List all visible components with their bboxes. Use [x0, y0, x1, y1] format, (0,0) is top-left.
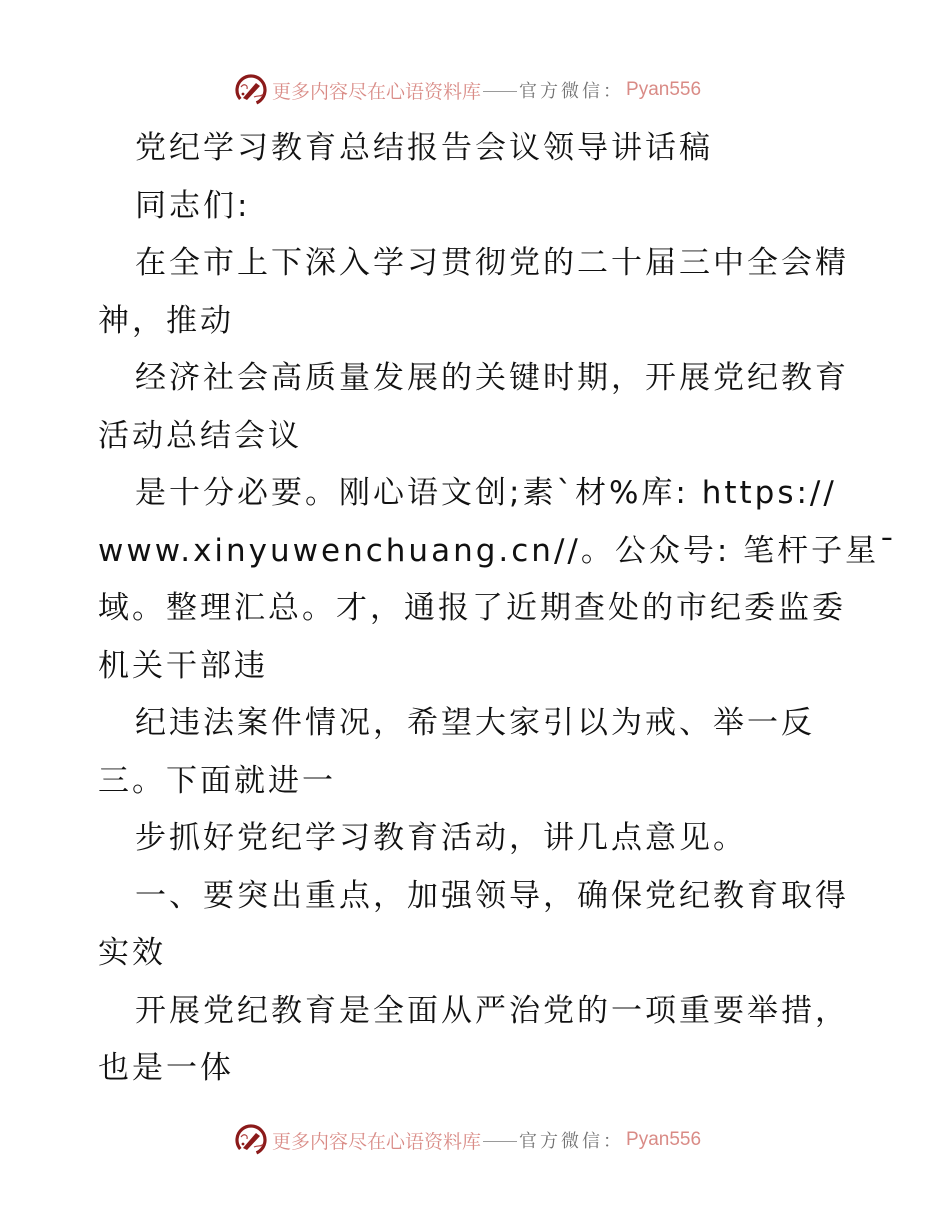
watermark-dash-divider — [483, 91, 517, 92]
watermark-site-text: 更多内容尽在心语资料库 — [272, 1130, 482, 1153]
watermark-wechat-label: 官方微信： — [519, 1131, 625, 1152]
section-heading: 一、要突出重点，加强领导，确保党纪教育取得 — [135, 877, 849, 914]
paragraph-line: 经济社会高质量发展的关键时期，开展党纪教育 — [135, 360, 849, 396]
paragraph-line: 活动总结会议 — [98, 417, 302, 454]
paragraph-line-url: www.xinyuwenchuang.cn//。公众号: 笔杆子星¯ — [98, 532, 898, 569]
paragraph-line: 纪违法案件情况，希望大家引以为戒、举一反 — [135, 705, 815, 741]
watermark-wechat-id: Pyan556 — [626, 1129, 702, 1150]
watermark-dash-divider — [483, 1141, 517, 1142]
paragraph-line: 是十分必要。刚心语文创;素`材%库: https:// — [135, 475, 837, 511]
header-watermark — [234, 72, 714, 108]
paragraph-line: 三。下面就进一 — [98, 762, 336, 799]
paragraph-line: 步抓好党纪学习教育活动，讲几点意见。 — [135, 820, 747, 856]
paragraph-line: 机关干部违 — [98, 647, 268, 684]
document-title: 党纪学习教育总结报告会议领导讲话稿 — [135, 130, 713, 166]
section-heading-continuation: 实效 — [98, 935, 166, 971]
paragraph-line: 域。整理汇总。才，通报了近期查处的市纪委监委 — [98, 590, 846, 626]
watermark-wechat-id: Pyan556 — [626, 79, 702, 100]
footer-watermark — [234, 1122, 714, 1158]
paragraph-line: 也是一体 — [98, 1050, 234, 1086]
watermark-wechat-label: 官方微信： — [519, 81, 625, 102]
paragraph-line: 同志们: — [135, 187, 251, 224]
quill-pen-logo-icon — [234, 73, 268, 107]
paragraph-line: 开展党纪教育是全面从严治党的一项重要举措， — [135, 992, 849, 1029]
quill-pen-logo-icon — [234, 1123, 268, 1157]
document-body — [98, 120, 898, 1098]
watermark-site-text: 更多内容尽在心语资料库 — [272, 80, 482, 103]
paragraph-line: 在全市上下深入学习贯彻党的二十届三中全会精 — [135, 245, 849, 281]
paragraph-line: 神，推动 — [98, 302, 234, 339]
